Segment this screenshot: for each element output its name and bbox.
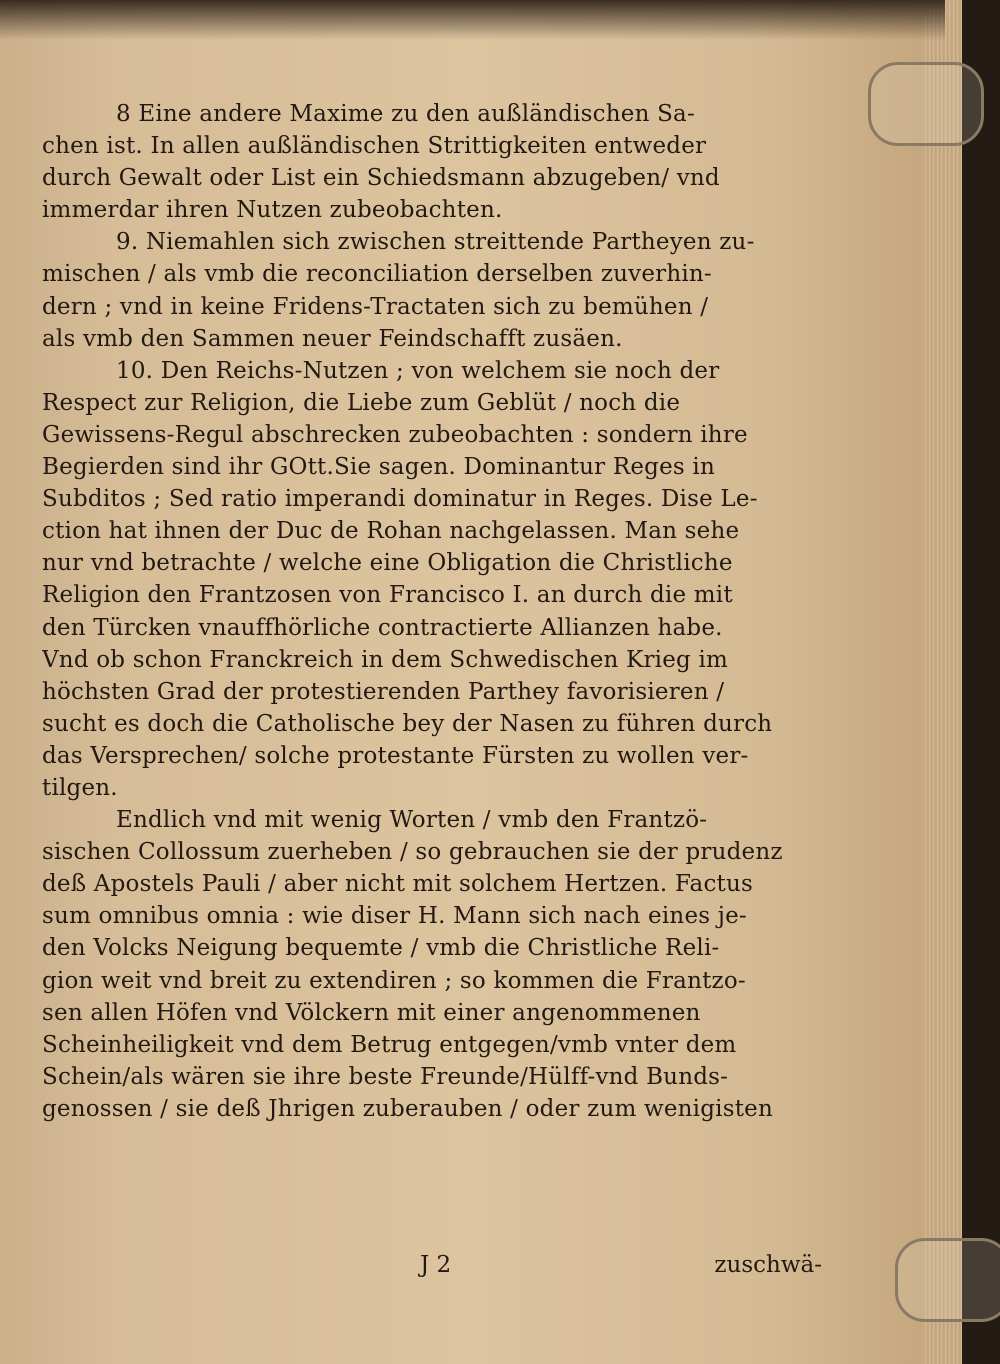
text-line: 9. Niemahlen sich zwischen streittende Partheyen zu- — [116, 229, 755, 256]
text-line: 10. Den Reichs-Nutzen ; von welchem sie noch der — [116, 357, 720, 384]
text-line: ction hat ihnen der Duc de Rohan nachgelassen. Man sehe — [42, 518, 740, 545]
text-line: sum omnibus omnia : wie diser H. Mann sich nach eines je- — [42, 903, 747, 930]
text-line: sucht es doch die Catholische bey der Nasen zu führen durch — [42, 710, 773, 737]
text-line: immerdar ihren Nutzen zubeobachten. — [42, 197, 503, 224]
text-line: höchsten Grad der protestierenden Parthey favorisieren / — [42, 678, 725, 705]
text-line: das Versprechen/ solche protestante Fürsten zu wollen ver- — [42, 742, 749, 769]
text-line: Schein/als wären sie ihre beste Freunde/Hülff-vnd Bunds- — [42, 1063, 729, 1090]
signature-mark: J 2 — [420, 1252, 452, 1278]
text-line: nur vnd betrachte / welche eine Obligation die Christliche — [42, 550, 733, 577]
text-line: Endlich vnd mit wenig Worten / vmb den Frantzö- — [116, 807, 708, 834]
page-footer — [42, 1252, 822, 1284]
text-line: Subditos ; Sed ratio imperandi dominatur in Reges. Dise Le- — [42, 486, 758, 513]
text-line: tilgen. — [42, 774, 118, 801]
page-edges — [922, 0, 962, 1364]
text-line: durch Gewalt oder List ein Schiedsmann abzugeben/ vnd — [42, 165, 720, 192]
text-line: Religion den Frantzosen von Francisco I. an durch die mit — [42, 582, 733, 609]
text-line: genossen / sie deß Jhrigen zuberauben / oder zum wenigisten — [42, 1095, 773, 1122]
text-line: Gewissens-Regul abschrecken zubeobachten : sondern ihre — [42, 421, 748, 448]
text-line: den Türcken vnauffhörliche contractierte Allianzen habe. — [42, 614, 723, 641]
catchword: zuschwä- — [714, 1252, 822, 1278]
page-clip-icon — [895, 1238, 1000, 1322]
text-line: dern ; vnd in keine Fridens-Tractaten sich zu bemühen / — [42, 293, 709, 320]
text-line: 8 Eine andere Maxime zu den außländischen Sa- — [116, 101, 695, 127]
text-line: als vmb den Sammen neuer Feindschafft zusäen. — [42, 325, 623, 352]
text-line: Respect zur Religion, die Liebe zum Geblüt / noch die — [42, 389, 681, 416]
text-line: Vnd ob schon Franckreich in dem Schwedischen Krieg im — [42, 646, 729, 673]
text-line: mischen / als vmb die reconciliation derselben zuverhin- — [42, 261, 712, 288]
page-clip-icon — [868, 62, 984, 146]
text-line: gion weit vnd breit zu extendiren ; so kommen die Frantzo- — [42, 967, 746, 994]
top-shadow — [0, 0, 945, 40]
text-line: chen ist. In allen außländischen Strittigkeiten entweder — [42, 133, 707, 160]
text-line: deß Apostels Pauli / aber nicht mit solchem Hertzen. Factus — [42, 871, 754, 898]
page-text — [42, 98, 842, 1125]
text-line: sen allen Höfen vnd Völckern mit einer angenommenen — [42, 999, 701, 1026]
text-line: sischen Collossum zuerheben / so gebrauchen sie der prudenz — [42, 839, 783, 866]
text-line: Scheinheiligkeit vnd dem Betrug entgegen/vmb vnter dem — [42, 1031, 737, 1058]
text-line: Begierden sind ihr GOtt.Sie sagen. Dominantur Reges in — [42, 454, 715, 481]
text-line: den Volcks Neigung bequemte / vmb die Christliche Reli- — [42, 935, 720, 962]
